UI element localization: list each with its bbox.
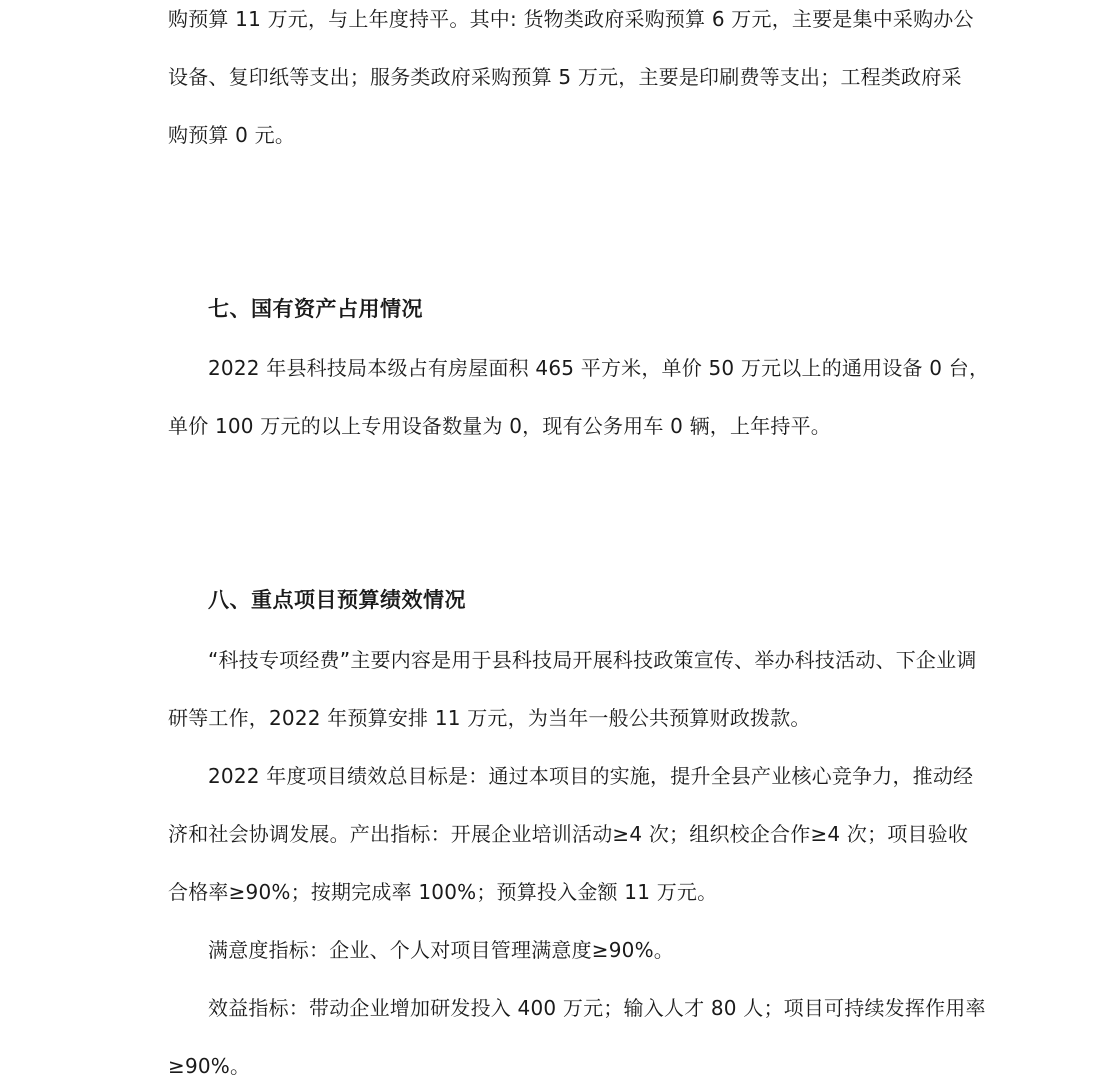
paragraph-line: 合格率≥90%；按期完成率 100%；预算投入金额 11 万元。 [168,880,718,904]
paragraph-line: 研等工作，2022 年预算安排 11 万元，为当年一般公共预算财政拨款。 [168,706,811,730]
paragraph-line: 效益指标：带动企业增加研发投入 400 万元；输入人才 80 人；项目可持续发挥作用率 [208,996,986,1020]
paragraph-line: 购预算 0 元。 [168,123,296,147]
paragraph-line: 单价 100 万元的以上专用设备数量为 0，现有公务用车 0 辆，上年持平。 [168,414,832,438]
paragraph-line: 济和社会协调发展。产出指标：开展企业培训活动≥4 次；组织校企合作≥4 次；项目验收 [168,822,969,846]
section-heading-assets: 七、国有资产占用情况 [208,297,423,321]
section-heading-performance: 八、重点项目预算绩效情况 [208,588,466,612]
paragraph-line: “科技专项经费”主要内容是用于县科技局开展科技政策宣传、举办科技活动、下企业调 [208,648,977,672]
paragraph-line: 购预算 11 万元，与上年度持平。其中: 货物类政府采购预算 6 万元，主要是集中采购办公 [168,7,974,31]
paragraph-line: 2022 年度项目绩效总目标是：通过本项目的实施，提升全县产业核心竞争力，推动经 [208,764,974,788]
paragraph-line: 设备、复印纸等支出；服务类政府采购预算 5 万元，主要是印刷费等支出；工程类政府采 [168,65,962,89]
paragraph-line: 2022 年县科技局本级占有房屋面积 465 平方米，单价 50 万元以上的通用设备 0 台， [208,356,990,380]
paragraph-line: ≥90%。 [168,1054,251,1078]
paragraph-line: 满意度指标：企业、个人对项目管理满意度≥90%。 [208,938,675,962]
